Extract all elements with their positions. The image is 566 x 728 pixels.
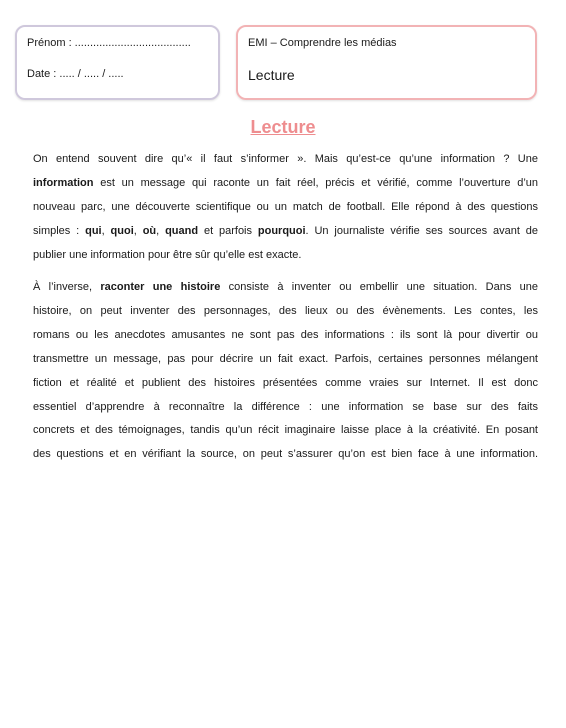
text-fragment: simples : bbox=[33, 224, 86, 237]
keyword-qui: qui bbox=[85, 224, 102, 237]
first-name-field: Prénom : ...................................... bbox=[27, 37, 191, 49]
text-line: romans ou les anecdotes amusantes ne sont pas des informations : ils sont là pour divertir ou bbox=[33, 328, 538, 341]
text-fragment: et parfois bbox=[198, 224, 258, 237]
keyword-raconter-une-histoire: raconter une histoire bbox=[100, 281, 221, 293]
text-line: transmettre un message, pas pour décrire un fait exact. Parfois, certaines personnes mélangent bbox=[33, 352, 538, 365]
text-line: fiction et réalité et publient des histoires présentées comme vraies sur Internet. Il est donc bbox=[33, 376, 538, 389]
text-fragment: , bbox=[101, 224, 111, 237]
keyword-pourquoi: pourquoi bbox=[257, 224, 306, 237]
text-line: essentiel d’apprendre à reconnaître la différence : une information se base sur des faits bbox=[33, 400, 538, 413]
keyword-information: information bbox=[33, 176, 94, 189]
text-fragment: À l’inverse, bbox=[33, 281, 101, 293]
student-info-box bbox=[15, 25, 220, 100]
text-line bbox=[33, 220, 538, 244]
text-line: concrets et des témoignages, tandis qu’un récit imaginaire laisse place à la créativité. En posant bbox=[33, 424, 538, 437]
text-line: histoire, on peut inventer des personnages, des lieux ou des évènements. Les contes, les bbox=[33, 304, 538, 317]
subject-box bbox=[236, 25, 537, 100]
text-fragment: , bbox=[156, 224, 166, 237]
date-field: Date : ..... / ..... / ..... bbox=[27, 68, 124, 80]
text-fragment: consiste à inventer ou embellir une situation. Dans une bbox=[220, 281, 538, 293]
text-line: nouveau parc, une découverte scientifique ou un match de football. Elle répond à des questions bbox=[33, 200, 538, 213]
text-line: des questions et en vérifiant la source, on peut s’assurer qu’on est bien face à une information. bbox=[33, 448, 538, 461]
text-fragment: , bbox=[133, 224, 143, 237]
box-title: Lecture bbox=[248, 67, 295, 83]
text-line bbox=[33, 276, 538, 300]
keyword-ou: où bbox=[142, 224, 157, 237]
keyword-quand: quand bbox=[165, 224, 199, 237]
text-line: On entend souvent dire qu’« il faut s’informer ». Mais qu’est-ce qu’une information ? Une bbox=[33, 153, 538, 165]
keyword-quoi: quoi bbox=[110, 224, 134, 237]
text-fragment: . Un journaliste vérifie ses sources avant de bbox=[305, 224, 538, 237]
paragraph-histoire bbox=[33, 276, 538, 467]
document-title: Lecture bbox=[250, 117, 316, 137]
text-fragment: est un message qui raconte un fait réel, précis et vérifié, comme l’ouverture d’un bbox=[93, 176, 538, 189]
text-line bbox=[33, 172, 538, 196]
paragraph-information bbox=[33, 148, 538, 268]
subject-label: EMI – Comprendre les médias bbox=[248, 37, 397, 49]
text-line: publier une information pour être sûr qu’elle est exacte. bbox=[33, 248, 302, 261]
